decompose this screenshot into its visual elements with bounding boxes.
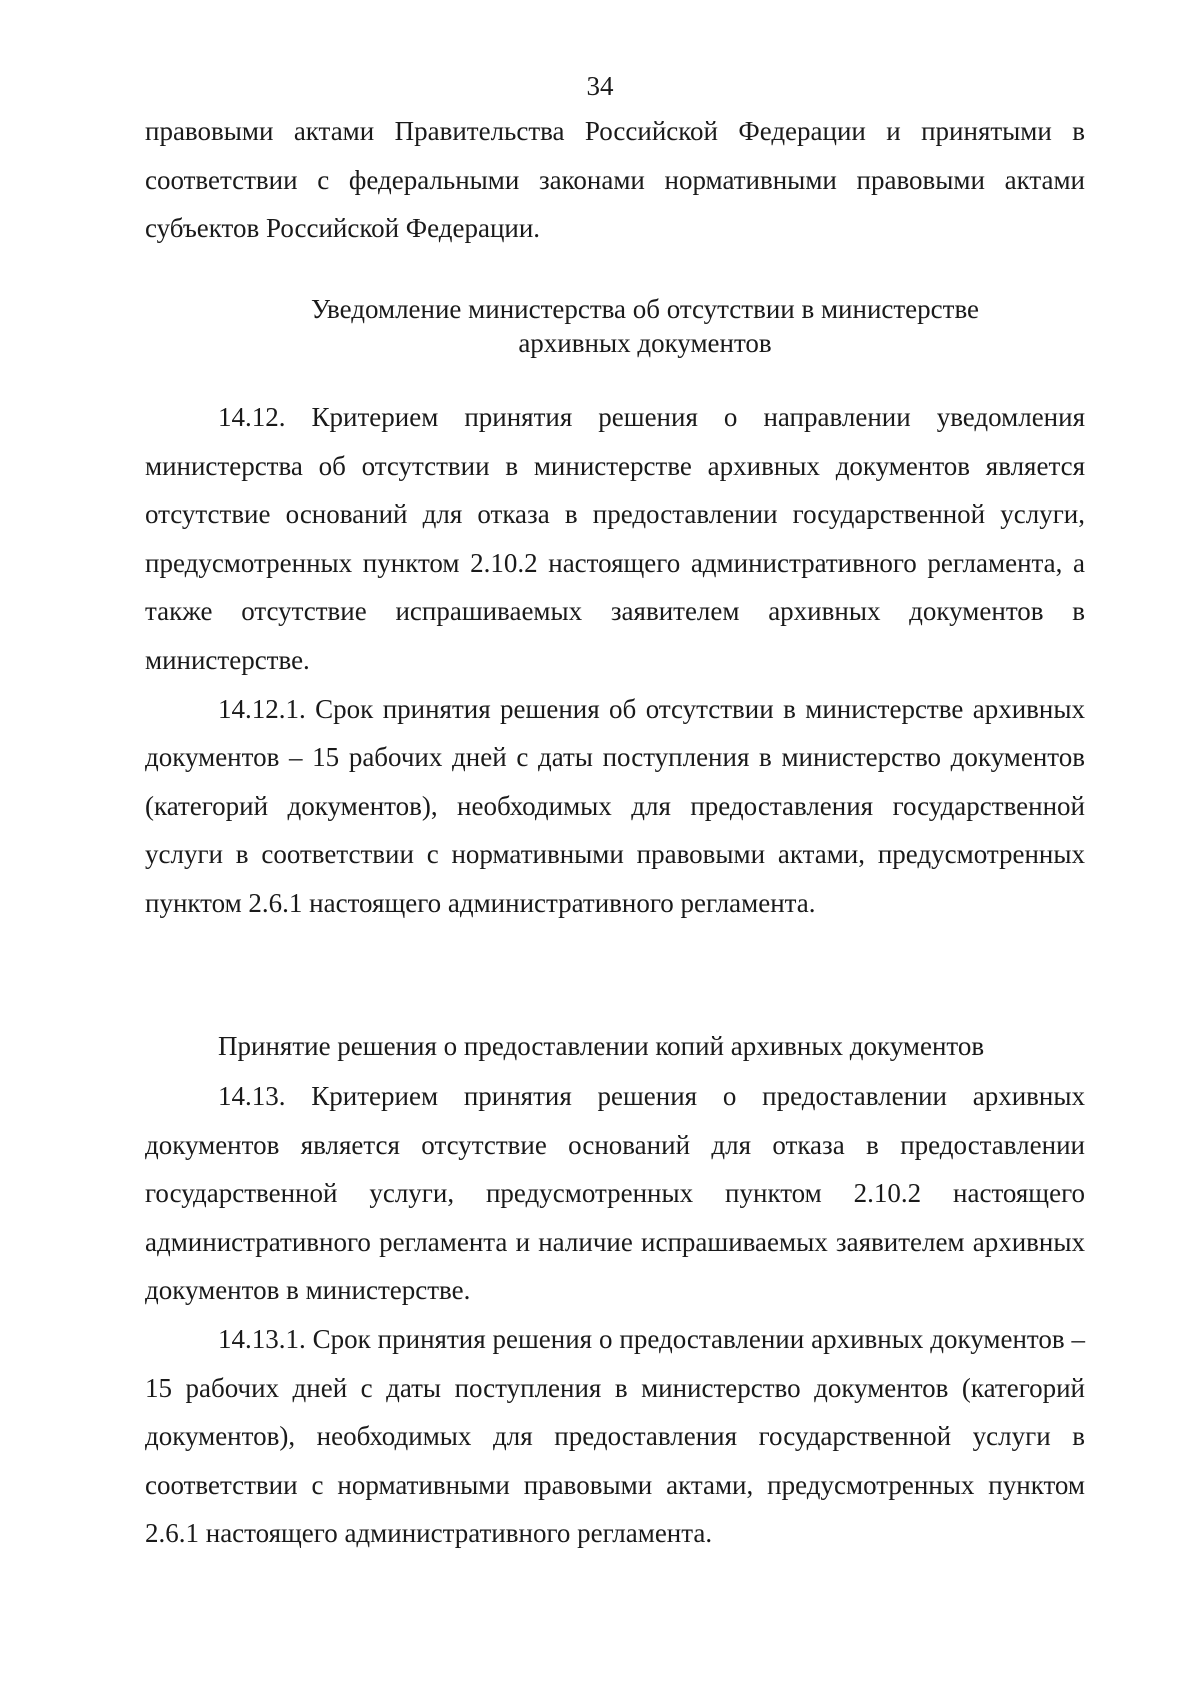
intro-paragraph-block bbox=[145, 107, 1085, 253]
paragraph-14-12-1: 14.12.1. Срок принятия решения об отсутствии в министерстве архивных документов – 15 рабочих дней с даты поступления в министерство документов (категорий документов), необходимых для предоставления государственной услуги в соответствии с нормативными правовыми актами, предусмотренных пунктом 2.6.1 настоящего административного регламента. bbox=[145, 693, 1085, 918]
page-number: 34 bbox=[586, 71, 614, 101]
paragraph-14-13: 14.13. Критерием принятия решения о предоставлении архивных документов является отсутствие оснований для отказа в предоставлении государственной услуги, предусмотренных пунктом 2.10.2 настоящего административного регламента и наличие испрашиваемых заявителем архивных документов в министерстве. bbox=[145, 1081, 1085, 1306]
section-heading-notice-line1: Уведомление министерства об отсутствии в министерстве bbox=[310, 294, 980, 324]
section-heading-notice bbox=[145, 292, 1145, 360]
section-heading-copies: Принятие решения о предоставлении копий архивных документов bbox=[218, 1031, 985, 1061]
notice-paragraphs bbox=[145, 393, 1085, 928]
intro-paragraph: правовыми актами Правительства Российской Федерации и принятыми в соответствии с федеральными законами нормативными правовыми актами субъектов Российской Федерации. bbox=[145, 116, 1085, 244]
paragraph-14-12: 14.12. Критерием принятия решения о направлении уведомления министерства об отсутствии в министерстве архивных документов является отсутствие оснований для отказа в предоставлении государственной услуги, предусмотренных пунктом 2.10.2 настоящего административного регламента, а также отсутствие испрашиваемых заявителем архивных документов в министерстве. bbox=[145, 402, 1085, 675]
section-heading-notice-line2: архивных документов bbox=[518, 328, 772, 358]
copies-paragraphs bbox=[145, 1072, 1085, 1558]
paragraph-14-13-1: 14.13.1. Срок принятия решения о предоставлении архивных документов – 15 рабочих дней с даты поступления в министерство документов (категорий документов), необходимых для предоставления государственной услуги в соответствии с нормативными правовыми актами, предусмотренных пунктом 2.6.1 настоящего административного регламента. bbox=[145, 1323, 1085, 1549]
